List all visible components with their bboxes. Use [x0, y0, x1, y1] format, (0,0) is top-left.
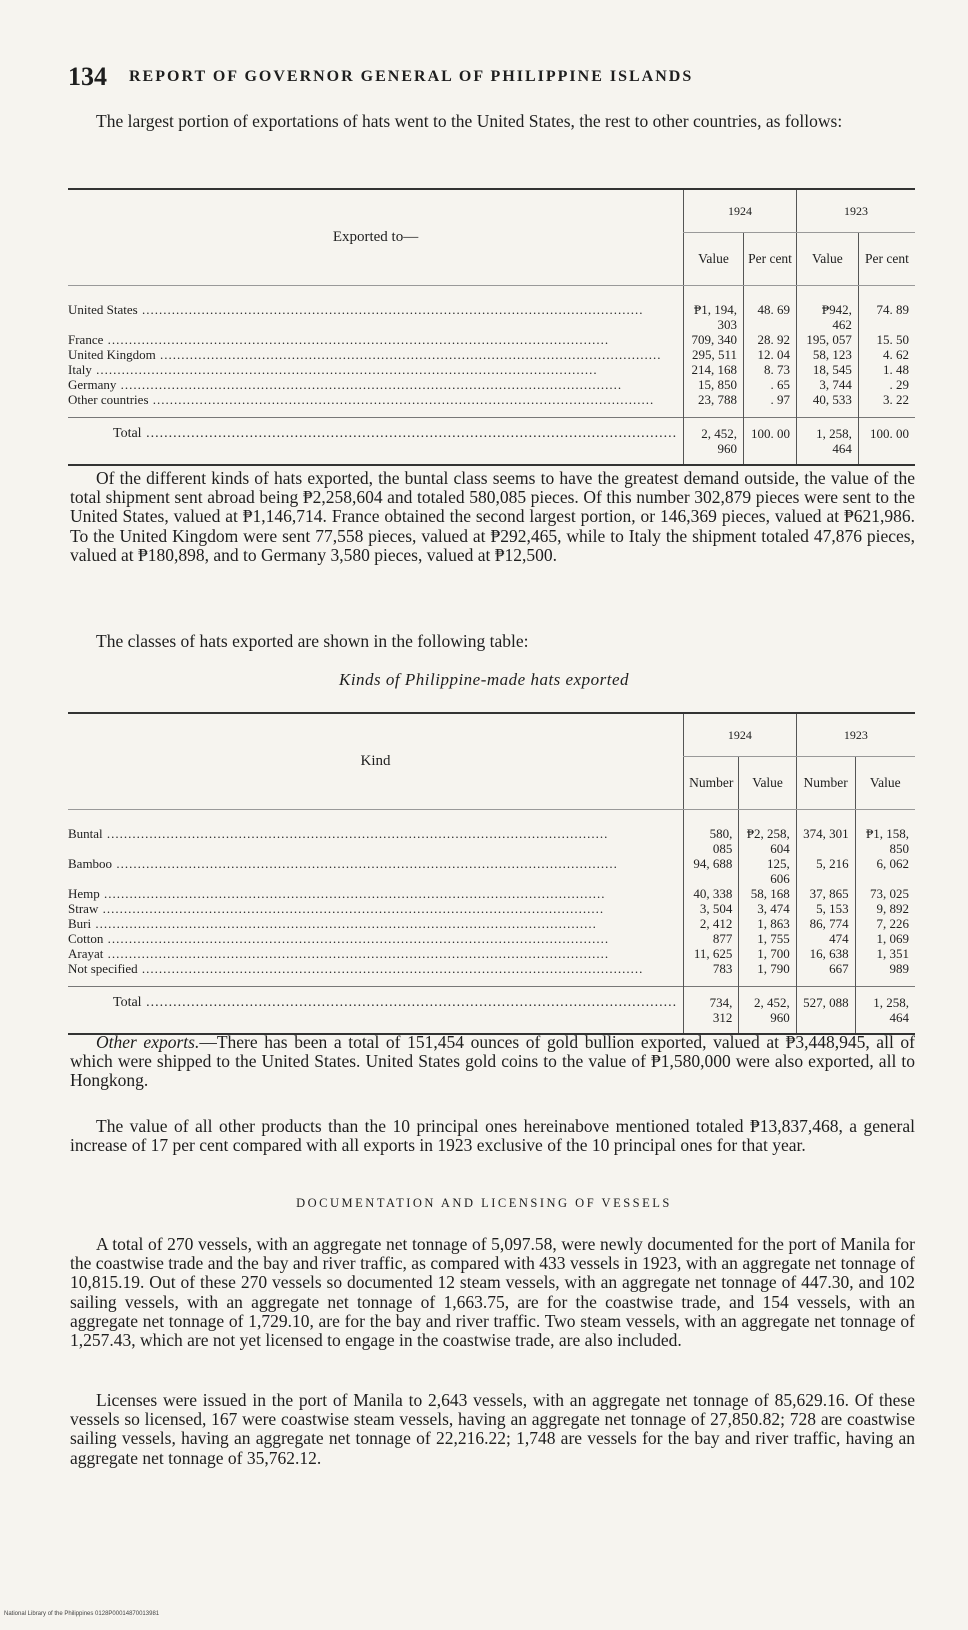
table1-subheader: Value — [684, 233, 744, 286]
cell-n1923: 37, 865 — [796, 886, 855, 901]
cell-v1924: 709, 340 — [684, 332, 744, 347]
row-label: France ..... — [68, 332, 684, 347]
cell-n1924: 783 — [684, 961, 739, 987]
cell-v1924: ₱2, 258, 604 — [739, 810, 796, 857]
classes-paragraph: The classes of hats exported are shown in the following table: — [96, 631, 529, 651]
cell-v1924: 1, 790 — [739, 961, 796, 987]
cell-n1923: 474 — [796, 931, 855, 946]
cell-v1923: 3, 744 — [797, 377, 859, 392]
running-title: REPORT OF GOVERNOR GENERAL OF PHILIPPINE ISLANDS — [129, 68, 694, 85]
cell-v1924: ₱1, 194, 303 — [684, 286, 744, 333]
exports-by-country-table — [68, 188, 915, 466]
table1-label-header: Exported to— — [68, 189, 684, 286]
table2-year-1923: 1923 — [796, 713, 915, 757]
cell-n1923: 374, 301 — [796, 810, 855, 857]
buntal-paragraph: Of the different kinds of hats exported, the buntal class seems to have the greatest demand outside, the value of the total shipment sent abroad being ₱2,258,604 and totaled 580,085 pieces. Of this number 302,879 pieces were sent to the United States, valued at ₱1,146,714. France obtained the second largest portion, or 146,369 pieces, valued at ₱621,986. To the United Kingdom were sent 77,558 pieces, valued at ₱292,465, while to Italy the shipment totaled 47,876 pieces, valued at ₱180,898, and to Germany 3,580 pieces, valued at ₱12,500. — [70, 468, 915, 565]
cell-p1924: . 97 — [744, 392, 797, 418]
cell-v1923: 989 — [855, 961, 915, 987]
cell-v1923: 9, 892 — [855, 901, 915, 916]
cell-n1924: 2, 412 — [684, 916, 739, 931]
cell-p1923: 100. 00 — [858, 418, 915, 466]
table-row — [68, 392, 915, 418]
table-row — [68, 886, 915, 901]
row-label: Germany ..... — [68, 377, 684, 392]
other-exports-lead: Other exports. — [96, 1032, 200, 1052]
other-exports-paragraph — [70, 1033, 915, 1091]
value-paragraph: The value of all other products than the 10 principal ones hereinabove mentioned totaled ₱13,837,468, a general increase of 17 per cent compared with all exports in 1923 exclusive of the 10 principal ones for that year. — [70, 1116, 915, 1156]
row-label: Cotton ..... — [68, 931, 684, 946]
cell-p1923: 3. 22 — [858, 392, 915, 418]
table1-subheader: Per cent — [858, 233, 915, 286]
cell-p1923: 74. 89 — [858, 286, 915, 333]
cell-p1923: . 29 — [858, 377, 915, 392]
row-label: Straw ..... — [68, 901, 684, 916]
row-label: Other countries ..... — [68, 392, 684, 418]
page-header — [68, 62, 868, 92]
hat-kinds-table — [68, 712, 915, 1035]
cell-p1924: 12. 04 — [744, 347, 797, 362]
row-label: Buntal ..... — [68, 810, 684, 857]
table-row — [68, 916, 915, 931]
cell-n1924: 580, 085 — [684, 810, 739, 857]
row-label: Not specified ..... — [68, 961, 684, 987]
cell-n1924: 11, 625 — [684, 946, 739, 961]
cell-v1923: 40, 533 — [797, 392, 859, 418]
cell-v1923: 1, 069 — [855, 931, 915, 946]
table2-subheader: Value — [855, 757, 915, 810]
cell-n1923: 16, 638 — [796, 946, 855, 961]
cell-n1923: 86, 774 — [796, 916, 855, 931]
cell-p1923: 15. 50 — [858, 332, 915, 347]
licenses-paragraph: Licenses were issued in the port of Manila to 2,643 vessels, with an aggregate net tonnage of 85,629.16. Of these vessels so licensed, 167 were coastwise steam vessels, having an aggregate net tonnage of 27,850.82; 728 are coastwise sailing vessels, having an aggregate net tonnage of 22,216.22; 1,748 are vessels for the bay and river traffic, having an aggregate net tonnage of 35,762.12. — [70, 1390, 915, 1468]
table-total-row — [68, 987, 915, 1035]
cell-v1923: 7, 226 — [855, 916, 915, 931]
table2-label-header: Kind — [68, 713, 684, 810]
row-label: Bamboo ..... — [68, 856, 684, 886]
cell-n1923: 667 — [796, 961, 855, 987]
row-label: Buri ..... — [68, 916, 684, 931]
cell-p1924: 8. 73 — [744, 362, 797, 377]
table2-subheader: Number — [796, 757, 855, 810]
other-exports-text: —There has been a total of 151,454 ounces of gold bullion exported, valued at ₱3,448,945, all of which were shipped to the United States. United States gold coins to the value of ₱1,580,000 were also exported, all to Hongkong. — [70, 1032, 915, 1091]
table1-subheader: Value — [797, 233, 859, 286]
row-label: Arayat ..... — [68, 946, 684, 961]
table-row — [68, 286, 915, 333]
cell-v1923: 73, 025 — [855, 886, 915, 901]
table-row — [68, 332, 915, 347]
table1-year-1923: 1923 — [797, 189, 915, 233]
table1-subheader: Per cent — [744, 233, 797, 286]
cell-p1924: 100. 00 — [744, 418, 797, 466]
cell-v1924: 3, 474 — [739, 901, 796, 916]
cell-n1923: 5, 153 — [796, 901, 855, 916]
table2-subheader: Number — [684, 757, 739, 810]
cell-v1924: 125, 606 — [739, 856, 796, 886]
cell-v1924: 58, 168 — [739, 886, 796, 901]
table-row — [68, 347, 915, 362]
intro-paragraph: The largest portion of exportations of hats went to the United States, the rest to other countries, as follows: — [96, 111, 843, 131]
row-label: Total ..... — [68, 987, 684, 1035]
cell-p1924: . 65 — [744, 377, 797, 392]
cell-v1923: 6, 062 — [855, 856, 915, 886]
row-label: Hemp ..... — [68, 886, 684, 901]
cell-v1924: 1, 700 — [739, 946, 796, 961]
page-number: 134 — [68, 62, 107, 91]
scan-footer: National Library of the Philippines 0128P00014870013981 — [4, 1611, 160, 1617]
cell-v1924: 2, 452, 960 — [739, 987, 796, 1035]
row-label: Italy ..... — [68, 362, 684, 377]
row-label: United States ..... — [68, 286, 684, 333]
table-row — [68, 377, 915, 392]
cell-n1924: 877 — [684, 931, 739, 946]
cell-v1924: 214, 168 — [684, 362, 744, 377]
cell-v1923: 58, 123 — [797, 347, 859, 362]
table-row — [68, 961, 915, 987]
cell-v1923: 1, 258, 464 — [855, 987, 915, 1035]
cell-v1924: 1, 755 — [739, 931, 796, 946]
table2-year-1924: 1924 — [684, 713, 797, 757]
cell-v1923: 1, 258, 464 — [797, 418, 859, 466]
row-label: United Kingdom ..... — [68, 347, 684, 362]
cell-v1924: 295, 511 — [684, 347, 744, 362]
cell-v1924: 15, 850 — [684, 377, 744, 392]
table-row — [68, 856, 915, 886]
row-label: Total ..... — [68, 418, 684, 466]
cell-n1923: 5, 216 — [796, 856, 855, 886]
table-row — [68, 946, 915, 961]
cell-v1923: 18, 545 — [797, 362, 859, 377]
table-total-row — [68, 418, 915, 466]
cell-v1924: 2, 452, 960 — [684, 418, 744, 466]
cell-n1924: 3, 504 — [684, 901, 739, 916]
cell-v1923: ₱942, 462 — [797, 286, 859, 333]
table2-caption: Kinds of Philippine-made hats exported — [338, 670, 630, 689]
cell-n1924: 734, 312 — [684, 987, 739, 1035]
table-row — [68, 810, 915, 857]
section-heading: DOCUMENTATION AND LICENSING OF VESSELS — [296, 1196, 672, 1210]
cell-p1923: 4. 62 — [858, 347, 915, 362]
table-row — [68, 362, 915, 377]
cell-n1924: 40, 338 — [684, 886, 739, 901]
cell-v1924: 1, 863 — [739, 916, 796, 931]
table-row — [68, 931, 915, 946]
cell-n1923: 527, 088 — [796, 987, 855, 1035]
cell-v1923: 195, 057 — [797, 332, 859, 347]
cell-v1923: ₱1, 158, 850 — [855, 810, 915, 857]
table2-subheader: Value — [739, 757, 796, 810]
vessels-paragraph: A total of 270 vessels, with an aggregate net tonnage of 5,097.58, were newly documented for the port of Manila for the coastwise trade and the bay and river traffic, as compared with 433 vessels in 1923, with an aggregate net tonnage of 10,815.19. Out of these 270 vessels so documented 12 steam vessels, with an aggregate net tonnage of 447.30, and 102 sailing vessels, with an aggregate net tonnage of 1,663.75, are for the coastwise trade, and 154 vessels, with an aggregate net tonnage of 1,729.10, are for the bay and river traffic. Two steam vessels, with an aggregate net tonnage of 1,257.43, which are not yet licensed to engage in the coastwise trade, are also included. — [70, 1234, 915, 1351]
cell-n1924: 94, 688 — [684, 856, 739, 886]
cell-p1924: 28. 92 — [744, 332, 797, 347]
table-row — [68, 901, 915, 916]
cell-v1924: 23, 788 — [684, 392, 744, 418]
cell-v1923: 1, 351 — [855, 946, 915, 961]
table1-year-1924: 1924 — [684, 189, 797, 233]
cell-p1923: 1. 48 — [858, 362, 915, 377]
cell-p1924: 48. 69 — [744, 286, 797, 333]
